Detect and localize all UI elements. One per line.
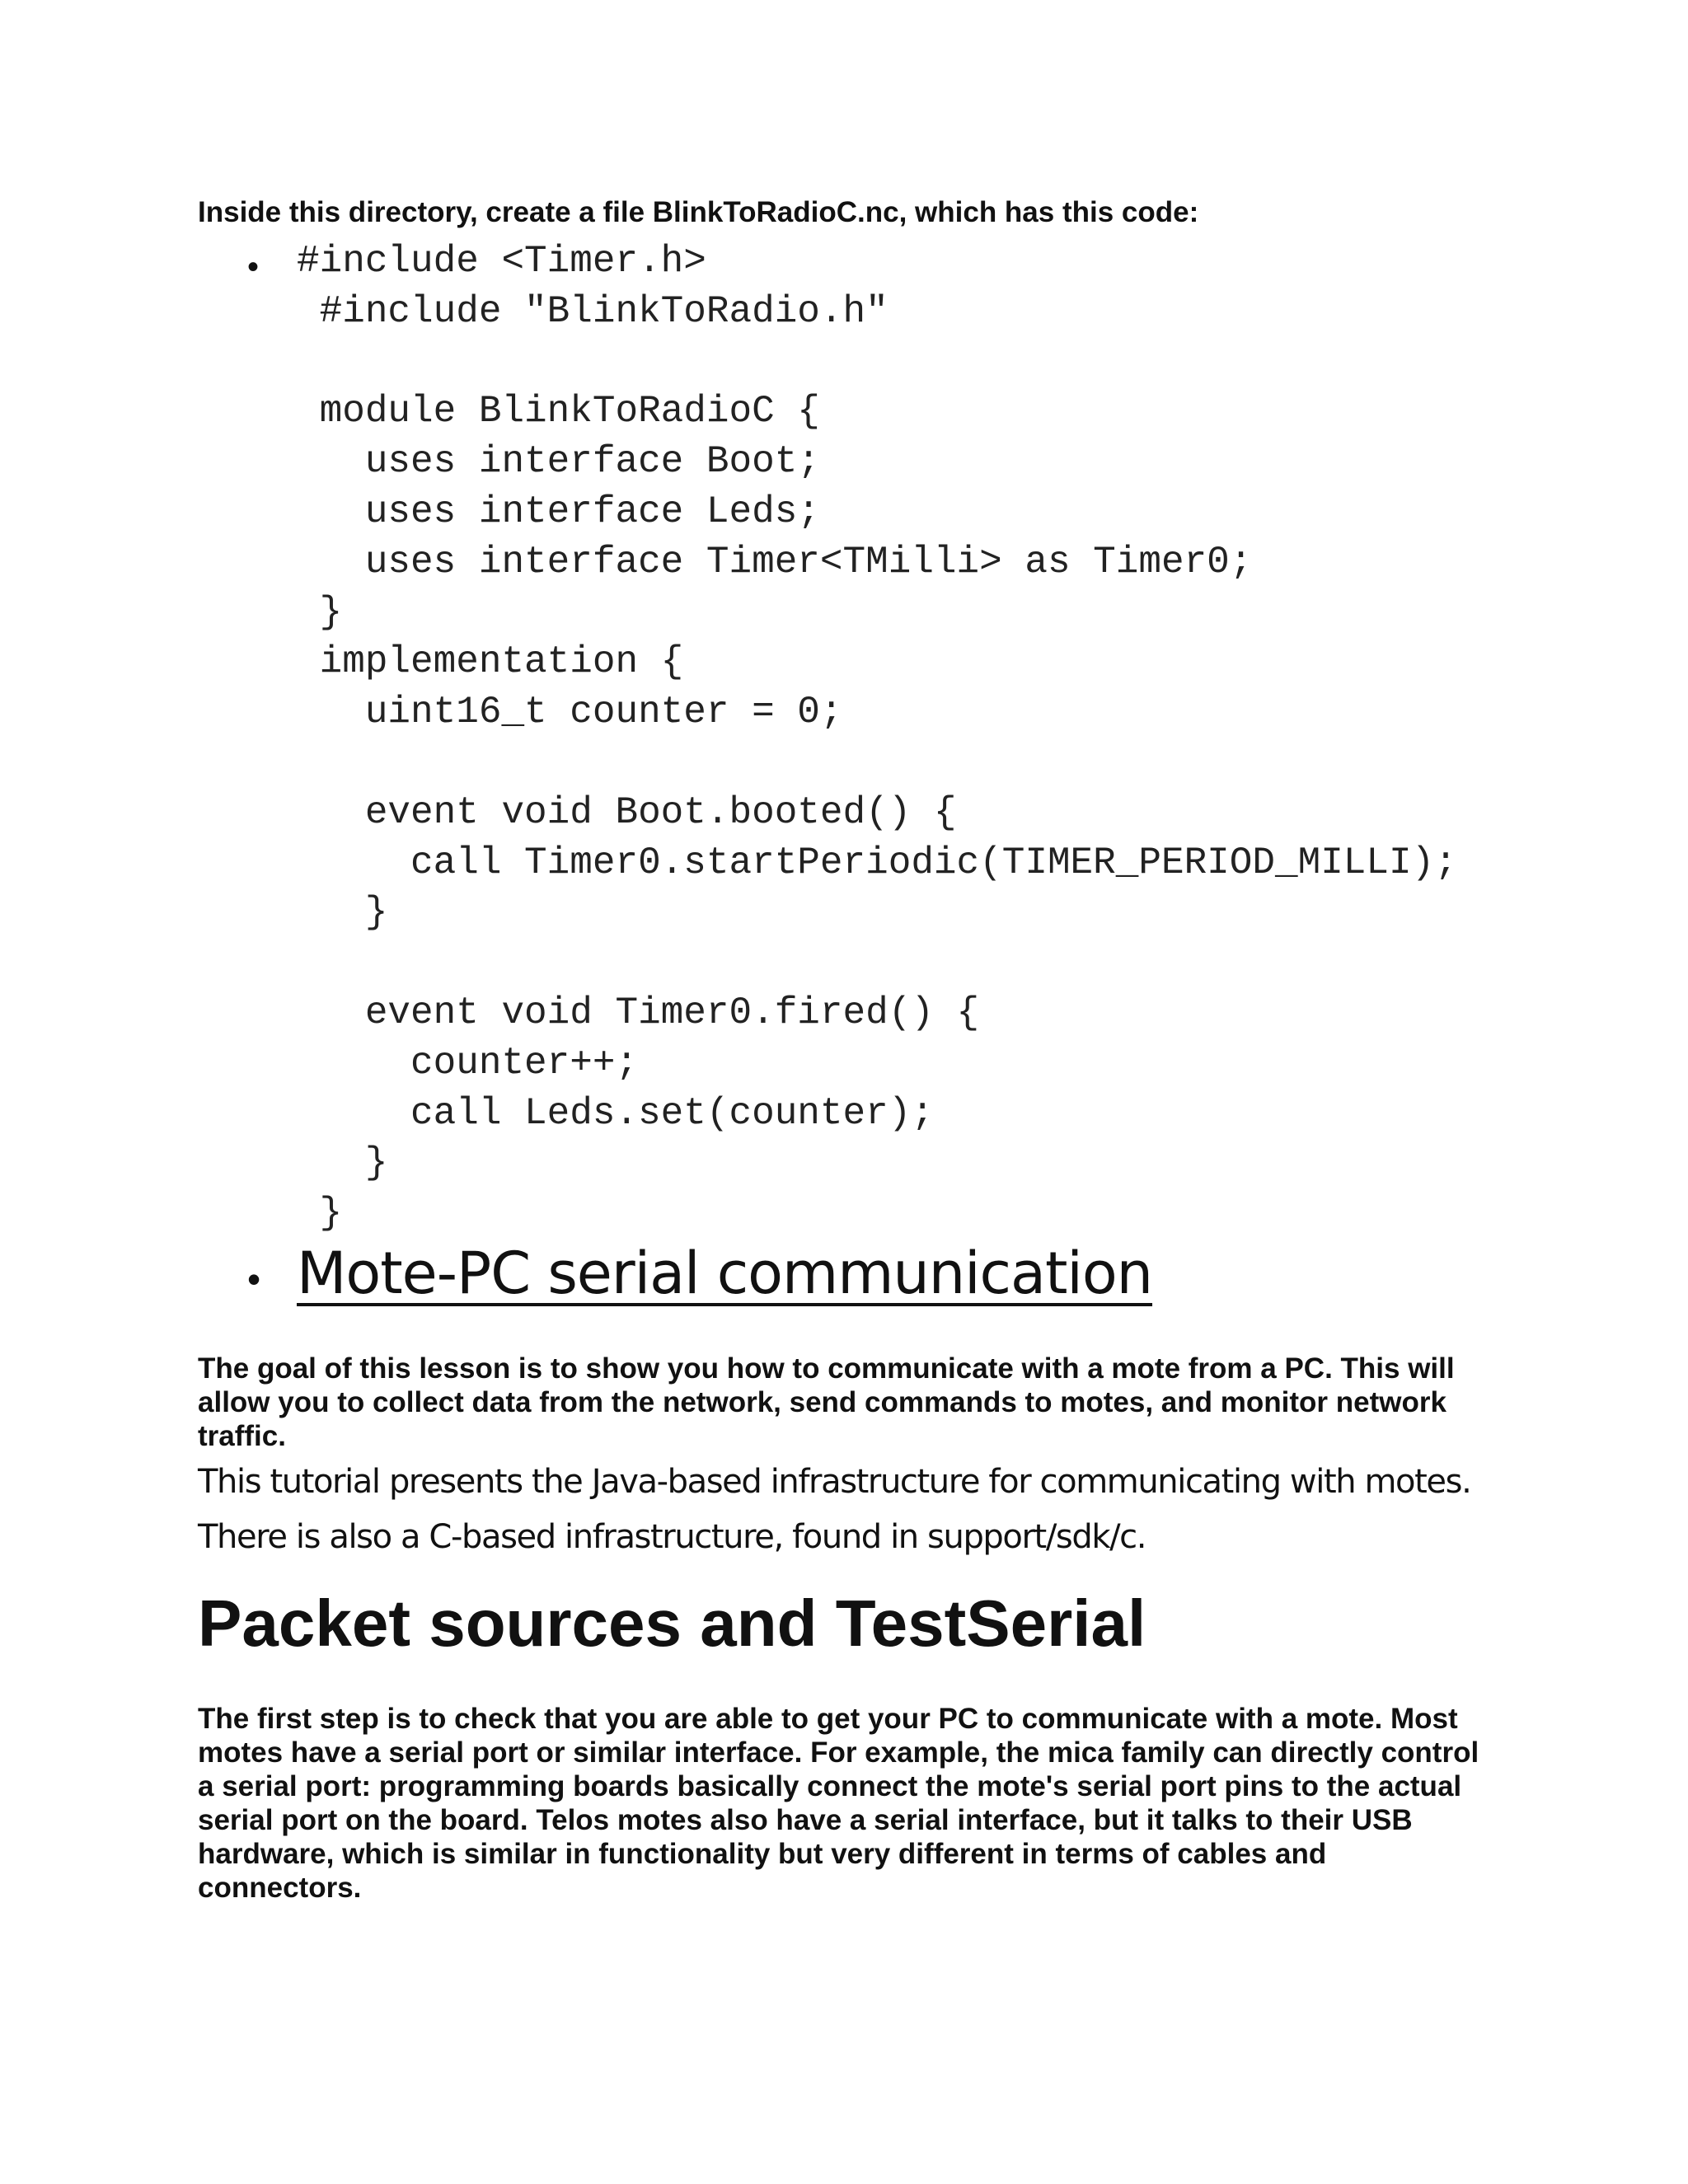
paragraph-goal: The goal of this lesson is to show you how to communicate with a mote from a PC. This will allow you to collect data from the network, send commands to motes, and monitor network traffic. [198, 1352, 1455, 1452]
bullet-icon: • [247, 249, 260, 285]
intro-text: Inside this directory, create a file BlinkToRadioC.nc, which has this code: [198, 196, 1199, 228]
paragraph-infrastructure: This tutorial presents the Java-based infrastructure for communicating with motes. There is also a C-based infrastructure, found in support/sdk/c. [198, 1463, 1471, 1556]
bullet-icon: • [247, 1258, 261, 1301]
heading-packet-sources: Packet sources and TestSerial [198, 1586, 1146, 1660]
code-block: #include <Timer.h> #include "BlinkToRadio.h" module BlinkToRadioC { uses interface Boot; uses interface Leds; uses interface Timer<TMilli> as Timer0; } implementation { uint16_t counter = 0; event void Boot.booted() { call Timer0.startPeriodic(TIMER_PERIOD_MILLI); } event void Timer0.fired() { counter++; call Leds.set(counter); } } [297, 240, 1457, 1235]
section-heading: Mote-PC serial communication [297, 1240, 1153, 1307]
paragraph-first-step: The first step is to check that you are able to get your PC to communicate with a mote. Most motes have a serial port or similar interface. For example, the mica family can directly control a serial port: programming boards basically connect the mote's serial port pins to the actual serial port on the board. Telos motes also have a serial interface, but it talks to their USB hardware, which is similar in functionality but very different in terms of cables and connectors. [198, 1703, 1479, 1904]
